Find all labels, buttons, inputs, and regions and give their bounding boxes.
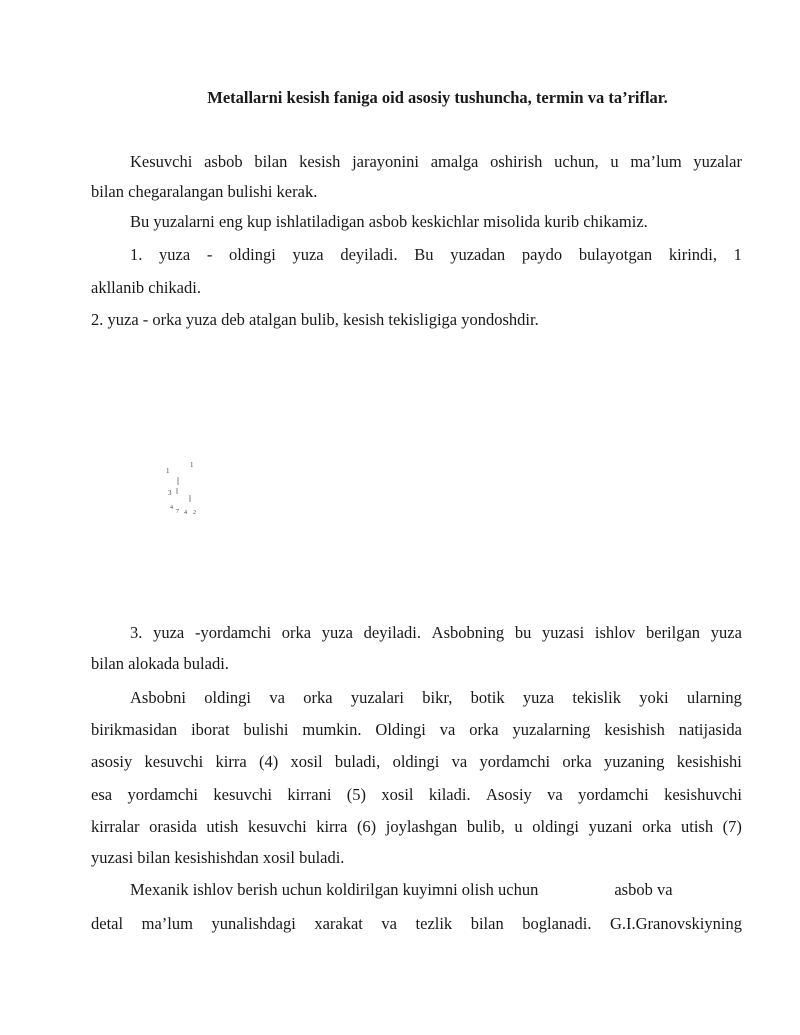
text-word: 2. yuza - orka yuza deb atalgan bulib, kesish tekisligiga yondoshdir. (91, 310, 539, 329)
text-line (91, 752, 742, 772)
text-word: yuzaning (603, 752, 665, 771)
text-word: tekislik (572, 688, 621, 707)
text-word: yuzadan (450, 245, 506, 264)
text-word: - (206, 245, 213, 264)
text-word: xosil (290, 752, 323, 771)
text-word: yuza (321, 623, 353, 642)
text-word: ma’lum (141, 914, 193, 933)
text-word: yuza (522, 688, 555, 707)
text-word: kirra (316, 817, 348, 836)
text-word: orka (562, 752, 592, 771)
text-word: oldingi (229, 245, 276, 264)
text-word: kesuvchi (144, 752, 204, 771)
text-word: yuzalar (693, 152, 742, 171)
text-word: va (269, 688, 285, 707)
text-word: yuzalari (350, 688, 404, 707)
text-line (91, 914, 742, 934)
text-word: natijasida (678, 720, 742, 739)
text-word: utish (206, 817, 239, 836)
text-word: orka (303, 688, 333, 707)
text-word: yuzasi (542, 623, 585, 642)
text-word: xarakat (314, 914, 363, 933)
text-word: amalga (430, 152, 479, 171)
text-line (91, 848, 742, 868)
text-word: kiladi. (428, 785, 471, 804)
text-word: tezlik (415, 914, 453, 933)
text-line (91, 182, 742, 202)
text-word: orasida (149, 817, 197, 836)
text-word: (6) (356, 817, 377, 836)
text-word: yordamchi (578, 785, 649, 804)
text-line (91, 245, 742, 265)
text-word: va (439, 720, 456, 739)
figure-label: 4 (170, 505, 173, 511)
text-word: (7) (722, 817, 742, 836)
text-word: orka (642, 817, 672, 836)
text-word: bilan (254, 152, 288, 171)
text-word: yuza (159, 245, 191, 264)
text-word: oldingi (392, 752, 440, 771)
text-word: kesishuvchi (664, 785, 742, 804)
text-word: orka (469, 720, 499, 739)
text-word: Asbobning (431, 623, 505, 642)
text-word: kirra (215, 752, 247, 771)
text-word: Oldingi (375, 720, 426, 739)
text-word: joylashgan (385, 817, 458, 836)
text-line (91, 817, 742, 837)
text-word: oldingi (532, 817, 579, 836)
text-word: yuza (292, 245, 324, 264)
text-line (91, 278, 742, 298)
text-line (91, 212, 742, 232)
text-line (91, 688, 742, 708)
text-line (91, 310, 742, 330)
text-word: 1. (130, 245, 143, 264)
figure-label: 1 (190, 461, 194, 469)
tool-surface-figure (160, 455, 270, 525)
text-word: buladi, (334, 752, 381, 771)
text-word: yoki (639, 688, 669, 707)
text-word: yuza (710, 623, 742, 642)
text-word: esa (91, 785, 113, 804)
figure-label: 7 (176, 509, 179, 515)
text-word: deyiladi. (340, 245, 398, 264)
text-word: Asbobni (130, 688, 186, 707)
text-word: bulib, (466, 817, 505, 836)
text-word: Bu (414, 245, 434, 264)
text-line (91, 720, 742, 740)
text-line (91, 654, 742, 674)
text-word: -yordamchi (194, 623, 272, 642)
figure-label: 4 (184, 510, 187, 516)
text-word: yuza (153, 623, 185, 642)
text-word: Mexanik ishlov berish uchun koldirilgan kuyimni olish uchun (130, 880, 539, 899)
text-line (91, 152, 742, 172)
text-word: ularning (686, 688, 742, 707)
text-word: Bu yuzalarni eng kup ishlatiladigan asbob keskichlar misolida kurib chikamiz. (130, 212, 648, 231)
text-word: kesuvchi (213, 785, 273, 804)
text-word: ishlov (594, 623, 636, 642)
text-word: oshirish (490, 152, 543, 171)
text-word: G.I.Granovskiyning (609, 914, 742, 933)
text-word: ma’lum (630, 152, 682, 171)
text-word: kesuvchi (248, 817, 307, 836)
text-word: asosiy (91, 752, 133, 771)
text-word: asbob (204, 152, 243, 171)
text-word: 1 (733, 245, 742, 264)
text-word: paydo (521, 245, 563, 264)
text-word: akllanib chikadi. (91, 278, 201, 297)
text-word: botik (470, 688, 505, 707)
text-word: kirralar (91, 817, 140, 836)
text-word: boglanadi. (522, 914, 592, 933)
text-word: u (610, 152, 619, 171)
text-word: utish (681, 817, 714, 836)
text-word: birikmasidan (91, 720, 178, 739)
text-word: iborat (191, 720, 230, 739)
text-word: 3. (130, 623, 143, 642)
text-word: xosil (381, 785, 414, 804)
text-word: kesishish (604, 720, 665, 739)
text-word: orka (281, 623, 312, 642)
text-word: yunalishdagi (211, 914, 296, 933)
text-line (91, 880, 742, 900)
figure-label: 3 (168, 489, 172, 497)
text-word: detal (91, 914, 124, 933)
text-word: (4) (258, 752, 279, 771)
text-word: bikr, (422, 688, 453, 707)
text-word: va (547, 785, 563, 804)
text-line (91, 785, 742, 805)
text-word: bulayotgan (578, 245, 653, 264)
text-word: va (381, 914, 397, 933)
text-word: bilan chegaralangan bulishi kerak. (91, 182, 318, 201)
text-word: asbob va (614, 880, 673, 899)
text-word: bu (514, 623, 532, 642)
text-word: yordamchi (479, 752, 551, 771)
text-word: yuzasi bilan kesishishdan xosil buladi. (91, 848, 345, 867)
text-word: (5) (346, 785, 367, 804)
document-title: Metallarni kesish faniga oid asosiy tushuncha, termin va ta’riflar. (207, 88, 668, 107)
figure-label: 2 (193, 510, 196, 516)
text-word: bilan (470, 914, 504, 933)
text-word: kirrani (287, 785, 332, 804)
text-word: Kesuvchi (130, 152, 193, 171)
text-word: u (514, 817, 523, 836)
figure-label: 1 (166, 467, 170, 475)
text-word: bulishi (243, 720, 289, 739)
text-word: deyiladi. (363, 623, 421, 642)
text-word: Asosiy (485, 785, 532, 804)
text-word: uchun, (554, 152, 599, 171)
text-word: mumkin. (302, 720, 362, 739)
text-word: berilgan (645, 623, 701, 642)
text-word: oldingi (204, 688, 251, 707)
text-word: bilan alokada buladi. (91, 654, 229, 673)
text-word: kesishishi (676, 752, 742, 771)
text-word: kesish (299, 152, 341, 171)
text-word: va (451, 752, 468, 771)
text-word: yuzani (588, 817, 633, 836)
text-line (91, 623, 742, 643)
text-word: kirindi, (668, 245, 717, 264)
text-word: jarayonini (352, 152, 419, 171)
text-word: yuzalarning (512, 720, 591, 739)
text-word: yordamchi (127, 785, 199, 804)
